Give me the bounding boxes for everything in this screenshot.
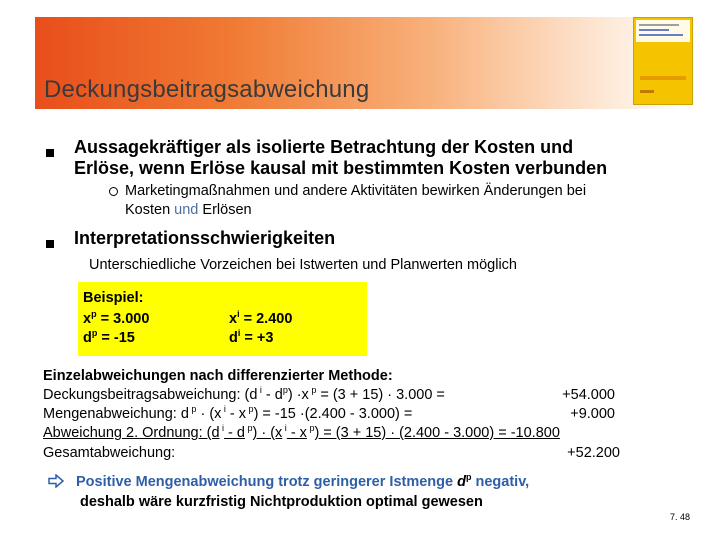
outline-right-arrow-icon (48, 474, 64, 492)
example-xi: $x^i = 2.400$ (229, 309, 293, 327)
example-xp: $x^p = 3.000$ (83, 309, 150, 327)
calc-row4-label: Gesamtabweichung: (43, 445, 176, 461)
conclusion-line1: Positive Mengenabweichung trotz geringerer Istmenge $d^p$ negativ, (76, 472, 530, 490)
example-dp: $d^p = -15$ (83, 328, 135, 346)
book-cover-icon (633, 17, 693, 105)
bullet1-line2: Erlöse, wenn Erlöse kausal mit bestimmten Kosten verbunden (74, 158, 608, 178)
example-di: $d^i = +3$ (229, 328, 274, 346)
calc-row4-value: +52.200 (567, 445, 620, 461)
page-number: 7. 48 (669, 512, 690, 522)
bullet1-line1: Aussagekräftiger als isolierte Betrachtung der Kosten und (74, 137, 574, 157)
bullet1-sub-line2: Kosten und Erlösen (125, 202, 252, 218)
calc-heading: Einzelabweichungen nach differenzierter Methode: (43, 368, 393, 384)
book-cover-line (639, 24, 679, 26)
hollow-circle-icon (109, 187, 118, 196)
slide-title: Deckungsbeitragsabweichung (44, 76, 370, 103)
calc-row2-value: +9.000 (570, 406, 615, 422)
example-label: Beispiel: (83, 290, 144, 306)
book-cover-mark (640, 90, 654, 93)
calc-row3-value: -10.800 (510, 425, 560, 441)
calc-row1-formula: Deckungsbeitragsabweichung: (d $^i - d^p) \cdot x$ $^p$ = (3 + 15) · 3.000 = (43, 385, 445, 403)
bullet1-sub-line1: Marketingmaßnahmen und andere Aktivitäten bewirken Änderungen bei (125, 183, 587, 199)
bullet2-sub: Unterschiedliche Vorzeichen bei Istwerten und Planwerten möglich (89, 257, 517, 273)
calc-row2-formula: Mengenabweichung: d $^p$ · (x $^i$ - x $^p$) = -15 ·(2.400 - 3.000) = (43, 404, 413, 422)
conclusion-text (76, 472, 529, 512)
square-bullet-icon (46, 235, 54, 251)
calc-row1-value: +54.000 (562, 387, 615, 403)
book-cover-line (639, 29, 669, 31)
square-bullet-icon (46, 144, 54, 160)
calc-row3-formula: Abweichung 2. Ordnung: (d $^i$ - d $^p$) · (x $^i$ - x $^p$) = (3 + 15) · (2.400 - 3.000) = -10.800 (43, 423, 560, 441)
book-cover-line (639, 34, 683, 36)
bullet2-line1: Interpretationsschwierigkeiten (74, 228, 336, 248)
book-cover-stripe (640, 76, 686, 80)
conclusion-line2: deshalb wäre kurzfristig Nichtproduktion optimal gewesen (80, 494, 483, 510)
